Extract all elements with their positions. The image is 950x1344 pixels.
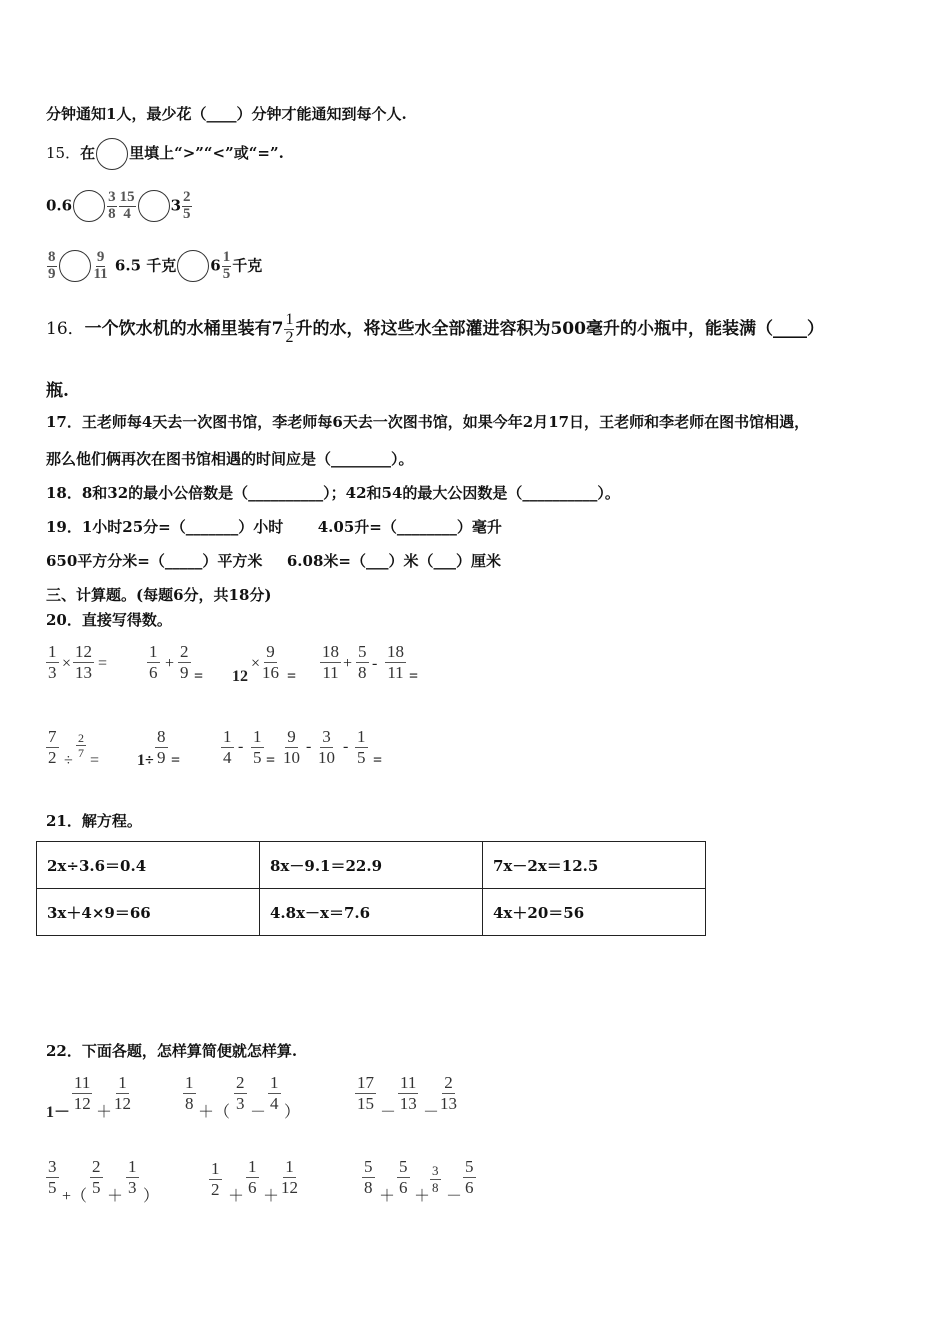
q15-row1 <box>46 190 193 223</box>
equation-cell: 3x＋4×9＝66 <box>37 889 260 936</box>
equals: = <box>98 655 108 672</box>
q16-post: 升的水，将这些水全部灌进容积为500毫升的小瓶中，能装满（____） <box>295 318 824 339</box>
operator: － <box>446 1188 463 1205</box>
operator: - <box>372 655 378 672</box>
q15-prompt <box>46 138 284 170</box>
equation-cell: 2x÷3.6＝0.4 <box>37 842 260 889</box>
operator: × <box>251 655 261 672</box>
answer-circle[interactable] <box>96 138 128 170</box>
operator: +（ <box>62 1188 88 1205</box>
equals: = <box>266 752 276 769</box>
section-heading: 三、计算题。(每题6分，共18分) <box>46 586 272 604</box>
operator: ÷ <box>64 752 73 769</box>
fraction: 18 11 <box>322 642 339 683</box>
q16-number: 16． <box>46 318 85 339</box>
answer-circle[interactable] <box>73 190 105 222</box>
fraction: 1 2 <box>211 1159 220 1200</box>
q15-r1-whole: 3 <box>170 196 182 215</box>
q19-line1b: 4.05升=（________）毫升 <box>317 518 502 536</box>
equation-cell: 4.8x－x＝7.6 <box>260 889 483 936</box>
fraction: 1 12 <box>281 1157 298 1198</box>
equals: = <box>373 752 383 769</box>
fraction: 2 5 <box>92 1157 101 1198</box>
fraction: $\frac{8}{9}$ <box>48 249 56 282</box>
q15-r2-value: 6.5 千克 <box>114 256 177 275</box>
fraction: 1 5 <box>253 727 262 768</box>
operator: - <box>343 738 349 755</box>
table-row <box>37 889 706 936</box>
fraction: 1 8 <box>185 1073 194 1114</box>
q16-prompt <box>46 312 824 347</box>
fraction: 1 3 <box>48 642 57 683</box>
fraction: 1 4 <box>223 727 232 768</box>
answer-circle[interactable] <box>177 250 209 282</box>
fraction: 7 2 <box>48 727 57 768</box>
answer-circle[interactable] <box>59 250 91 282</box>
fraction: 5 8 <box>358 642 367 683</box>
operator: + <box>343 655 353 672</box>
q15-number: 15． <box>46 144 81 162</box>
operator: - <box>238 738 244 755</box>
operator: ＋（ <box>198 1104 231 1121</box>
equals: = <box>90 752 100 769</box>
q15-r2-unit: 千克 <box>232 256 263 275</box>
answer-circle[interactable] <box>138 190 170 222</box>
operator: － <box>250 1104 267 1121</box>
equation-cell: 4x＋20＝56 <box>483 889 706 936</box>
q19-line2b: 6.08米=（___）米（___）厘米 <box>286 552 501 570</box>
table-row <box>37 842 706 889</box>
equals: = <box>287 668 297 685</box>
fraction: 2 13 <box>440 1073 457 1114</box>
fraction: 1 6 <box>248 1157 257 1198</box>
q22-title: 22．下面各题，怎样算简便就怎样算. <box>46 1042 298 1060</box>
equation-cell: 7x－2x＝12.5 <box>483 842 706 889</box>
fraction: 12 13 <box>75 642 92 683</box>
q16-continuation: 瓶. <box>46 381 69 401</box>
q19-line1a: 19．1小时25分=（_______）小时 <box>46 518 284 536</box>
q20-title: 20．直接写得数。 <box>46 611 172 629</box>
fraction: 2 7 <box>78 731 84 761</box>
operator: ＋ <box>96 1104 113 1121</box>
fraction: $\frac{15}{4}$ <box>119 189 135 222</box>
fraction: $\frac{9}{11}$ <box>93 249 108 282</box>
equals: = <box>171 752 181 769</box>
operator: ＋ <box>379 1188 396 1205</box>
fraction: $\frac{1}{5}$ <box>222 249 231 282</box>
q16-pre: 一个饮水机的水桶里装有 <box>84 318 272 339</box>
whole-number: 12 <box>232 668 248 685</box>
operator: ） <box>284 1104 301 1121</box>
fraction: 8 9 <box>157 727 166 768</box>
q19-line2a: 650平方分米=（_____）平方米 <box>46 552 263 570</box>
q15-post: 里填上“>”“<”或“=”. <box>129 144 284 162</box>
q17-line1: 17．王老师每4天去一次图书馆，李老师每6天去一次图书馆，如果今年2月17日，王老师和李老师在图书馆相遇， <box>46 413 810 431</box>
q15-row2 <box>46 250 262 283</box>
whole-number: 1÷ <box>137 752 154 769</box>
equation-cell: 8x－9.1＝22.9 <box>260 842 483 889</box>
fraction: 3 5 <box>48 1157 57 1198</box>
fraction: 9 10 <box>283 727 300 768</box>
fraction: 1 6 <box>149 642 158 683</box>
operator: － <box>380 1104 397 1121</box>
operator: × <box>62 655 72 672</box>
fraction: 3 8 <box>432 1163 439 1195</box>
q14-tail: 分钟通知1人，最少花（____）分钟才能通知到每个人. <box>46 105 407 123</box>
operator: ） <box>143 1188 160 1205</box>
operator: ＋ <box>107 1188 124 1205</box>
fraction: 2 9 <box>180 642 189 683</box>
fraction: 1 3 <box>128 1157 137 1198</box>
whole-number: 1－ <box>46 1104 71 1121</box>
equals: = <box>194 668 204 685</box>
fraction: $\frac{3}{8}$ <box>108 189 116 222</box>
fraction: 1 4 <box>270 1073 279 1114</box>
operator: ＋ <box>228 1188 245 1205</box>
operator: - <box>306 738 312 755</box>
fraction: 3 10 <box>318 727 335 768</box>
fraction: 1 12 <box>114 1073 131 1114</box>
fraction: 18 11 <box>387 642 404 683</box>
equals: = <box>409 668 419 685</box>
operator: － <box>423 1104 440 1121</box>
operator: ＋ <box>414 1188 431 1205</box>
q15-r2-whole: 6 <box>210 256 221 275</box>
q19-line2 <box>46 550 501 571</box>
q17-line2: 那么他们俩再次在图书馆相遇的时间应是（________）。 <box>46 450 414 468</box>
fraction: 17 15 <box>357 1073 374 1114</box>
q21-title: 21．解方程。 <box>46 812 142 830</box>
fraction: $\frac{2}{5}$ <box>183 189 191 222</box>
operator: + <box>165 655 175 672</box>
fraction: 5 6 <box>399 1157 408 1198</box>
q15-r1-a: 0.6 <box>46 196 73 215</box>
fraction: 5 8 <box>364 1157 373 1198</box>
q18: 18．8和32的最小公倍数是（__________）；42和54的最大公因数是（__________）。 <box>46 484 620 502</box>
fraction: $\frac{1}{2}$ <box>285 311 294 346</box>
fraction: 1 5 <box>357 727 366 768</box>
fraction: 9 16 <box>262 642 279 683</box>
fraction: 5 6 <box>465 1157 474 1198</box>
q16-whole: 7 <box>271 318 284 339</box>
q19-line1 <box>46 516 502 537</box>
operator: ＋ <box>263 1188 280 1205</box>
fraction: 11 13 <box>399 1073 417 1114</box>
q15-pre: 在 <box>80 144 96 162</box>
fraction: 2 3 <box>236 1073 245 1114</box>
equation-table <box>36 841 706 936</box>
fraction: 11 12 <box>73 1073 91 1114</box>
